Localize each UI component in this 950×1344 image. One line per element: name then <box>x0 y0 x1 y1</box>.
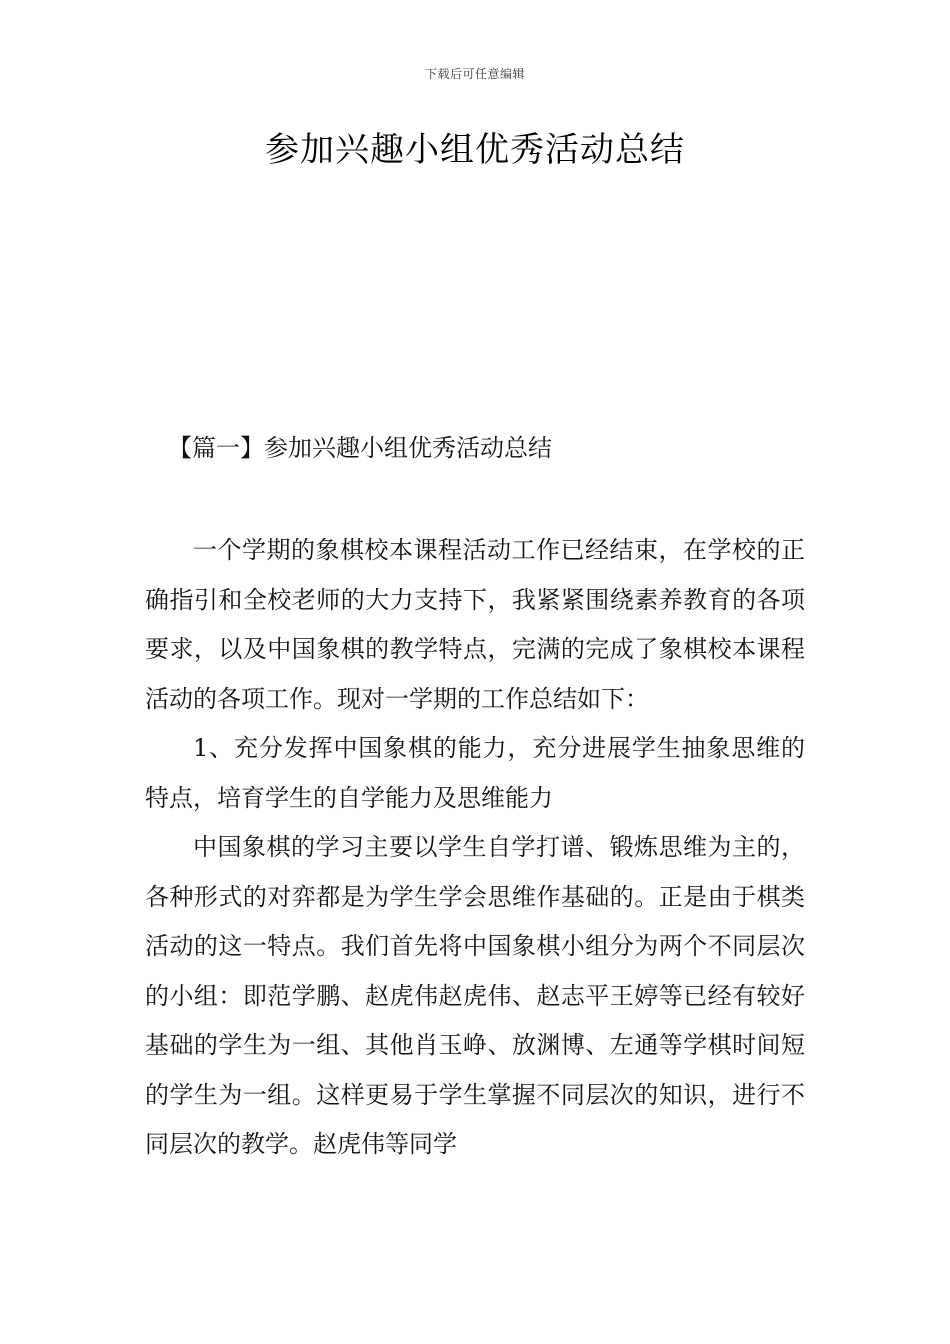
body-text <box>145 526 805 1170</box>
section-heading: 【篇一】参加兴趣小组优秀活动总结 <box>168 434 552 462</box>
document-title: 参加兴趣小组优秀活动总结 <box>265 130 685 170</box>
header-note: 下载后可任意编辑 <box>424 67 525 81</box>
paragraph-intro: 一个学期的象棋校本课程活动工作已经结束，在学校的正确指引和全校老师的大力支持下，我紧紧围绕素养教育的各项要求，以及中国象棋的教学特点，完满的完成了象棋校本课程活动的各项工作。现对一学期的工作总结如下： <box>145 536 805 713</box>
paragraph-point-1: 1、充分发挥中国象棋的能力，充分进展学生抽象思维的特点，培育学生的自学能力及思维能力 <box>145 734 805 812</box>
paragraph-detail: 中国象棋的学习主要以学生自学打谱、锻炼思维为主的，各种形式的对弈都是为学生学会思维作基础的。正是由于棋类活动的这一特点。我们首先将中国象棋小组分为两个不同层次的小组：即范学鹏、赵虎伟赵虎伟、赵志平王婷等已经有较好基础的学生为一组、其他肖玉峥、放渊博、左通等学棋时间短的学生为一组。这样更易于学生掌握不同层次的知识，进行不同层次的教学。赵虎伟等同学 <box>145 833 805 1158</box>
